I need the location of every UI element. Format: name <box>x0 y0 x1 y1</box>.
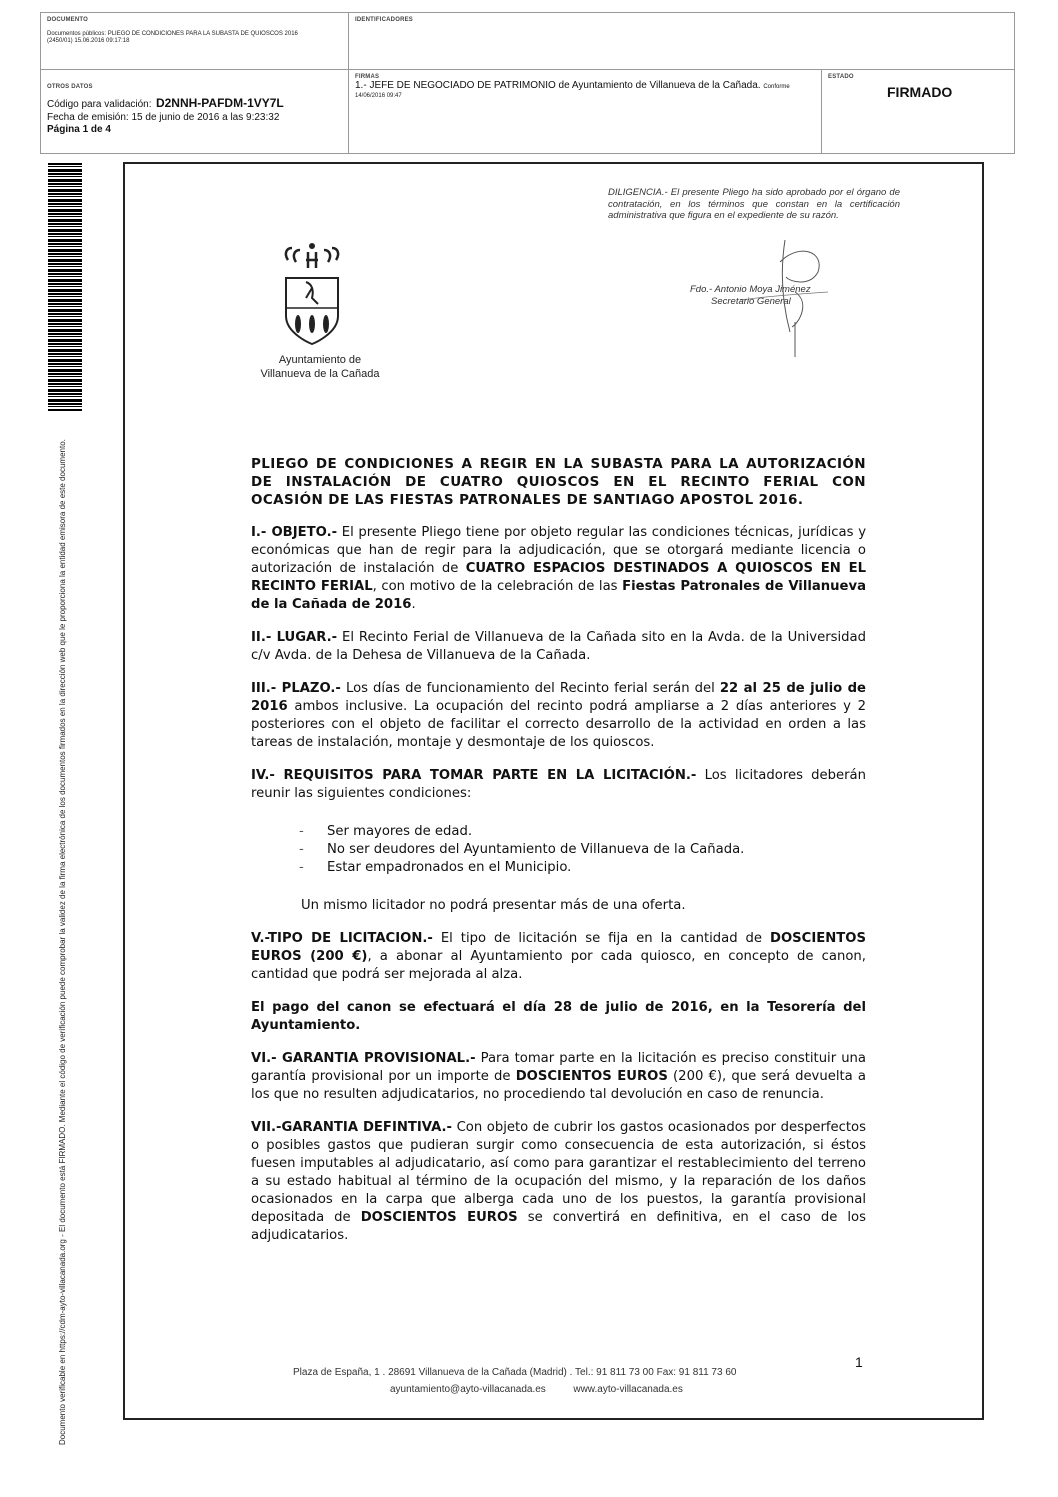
section-text: El tipo de licitación se fija en la cantidad de <box>432 931 770 946</box>
estado-value: FIRMADO <box>887 84 953 100</box>
otros-datos-label: OTROS DATOS <box>47 84 93 90</box>
diligencia-text: DILIGENCIA.- El presente Pliego ha sido aprobado por el órgano de contratación, en los términos que constan en la certificación administrativa que figura en el expediente de su razón. <box>608 187 900 221</box>
estado-cell <box>822 70 1014 153</box>
firma-text: 1.- JEFE DE NEGOCIADO DE PATRIMONIO de Ayuntamiento de Villanueva de la Cañada. <box>355 80 761 91</box>
firma-date: 14/06/2016 09:47 <box>355 93 402 99</box>
section-requisitos <box>251 767 866 803</box>
document-title: PLIEGO DE CONDICIONES A REGIR EN LA SUBASTA PARA LA AUTORIZACIÓN DE INSTALACIÓN DE CUATRO QUIOSCOS EN EL RECINTO FERIAL CON OCASIÓN DE LAS FIESTAS PATRONALES DE SANTIAGO APOSTOL 2016. <box>251 456 866 508</box>
firmas-label: FIRMAS <box>355 74 380 80</box>
section-heading: VI.- GARANTIA PROVISIONAL.- <box>251 1051 476 1066</box>
section-plazo <box>251 680 866 752</box>
section-heading: II.- LUGAR.- <box>251 630 338 645</box>
ayuntamiento-line1: Ayuntamiento de <box>278 354 362 366</box>
section-tipo-licitacion <box>251 930 866 984</box>
section-text: Con objeto de cubrir los gastos ocasionados por desperfectos o posibles gastos que pudieran surgir como consecuencia de esta autorización, si éstos fuesen imputables al adjudicatario, así como para garantizar el restablecimiento del terreno a su estado habitual al término de la ocupación del mismo, y la reparación de los daños ocasionados en la carpa que alberga cada uno de los puestos, la garantía provisional depositada de <box>251 1120 866 1225</box>
document-body <box>251 455 866 1260</box>
section-heading: V.-TIPO DE LICITACION.- <box>251 931 433 946</box>
section-text: Los días de funcionamiento del Recinto ferial serán del <box>340 681 720 696</box>
section-bold: CUATRO ESPACIOS DESTINADOS A QUIOSCOS EN EL RECINTO FERIAL <box>251 561 866 594</box>
firmante-cargo: Secretario General <box>711 296 791 307</box>
section-text: ambos inclusive. La ocupación del recinto podrá ampliarse a 2 días anteriores y 2 posteriores con el objeto de facilitar el correcto desarrollo de la actividad en orden a las tareas de instalación, montaje y desmontaje de los quioscos. <box>251 699 866 750</box>
section-text: Para tomar parte en la licitación es preciso constituir una garantía provisional por un importe de <box>251 1051 866 1084</box>
footer-web[interactable]: www.ayto-villacanada.es <box>573 1384 683 1395</box>
section-text: (200 €), que será devuelta a los que no resulten adjudicatarios, no procediendo tal devolución en caso de renuncia. <box>251 1069 867 1102</box>
barcode-icon <box>48 163 82 411</box>
identificadores-cell <box>349 13 1014 70</box>
requisitos-note: Un mismo licitador no podrá presentar más de una oferta. <box>301 898 686 913</box>
list-item: - No ser deudores del Ayuntamiento de Villanueva de la Cañada. <box>299 841 866 859</box>
documento-label: DOCUMENTO <box>47 17 89 23</box>
section-text: . <box>411 597 416 612</box>
section-garantia-definitiva <box>251 1119 866 1245</box>
section-heading: III.- PLAZO.- <box>251 681 341 696</box>
section-bold: DOSCIENTOS EUROS (200 €) <box>251 931 866 964</box>
page-number: 1 <box>855 1354 863 1370</box>
section-heading: IV.- REQUISITOS PARA TOMAR PARTE EN LA LICITACIÓN.- <box>251 768 697 783</box>
signature-header <box>40 12 1015 154</box>
footer-contact <box>390 1384 683 1395</box>
coat-of-arms-icon <box>278 238 346 346</box>
ayuntamiento-line2: Villanueva de la Cañada <box>260 368 380 380</box>
list-item: - Ser mayores de edad. <box>299 823 866 841</box>
firmante-name: Fdo.- Antonio Moya Jiménez <box>690 284 811 295</box>
section-bold: Fiestas Patronales de Villanueva de la Cañada de 2016 <box>251 579 866 612</box>
section-text: Los licitadores deberán reunir las siguientes condiciones: <box>251 768 866 801</box>
firma-conforme: Conforme <box>763 84 790 90</box>
documento-cell <box>41 13 349 70</box>
side-verification-text: Documento verificable en https://cdm-ayto-villacanada.org - El documento está FIRMADO. Mediante el código de verificación puede comprobar la validez de la firma electrónica de los documentos firmados en la dirección web que le proporciona la entidad emisora de este documento. <box>58 439 67 1445</box>
section-garantia-provisional <box>251 1050 866 1104</box>
section-text: se convertirá en definitiva, en el caso de los adjudicatarios. <box>251 1210 866 1243</box>
section-text: El Recinto Ferial de Villanueva de la Cañada sito en la Avda. de la Universidad c/v Avda. de la Dehesa de Villanueva de la Cañada. <box>251 630 866 663</box>
firmas-cell <box>349 70 822 153</box>
list-item: - Estar empadronados en el Municipio. <box>299 859 866 877</box>
section-bold: 22 al 25 de julio de 2016 <box>251 681 867 714</box>
identificadores-label: IDENTIFICADORES <box>355 17 414 23</box>
requisitos-list <box>251 823 866 877</box>
section-text: El presente Pliego tiene por objeto regular las condiciones técnicas, jurídicas y económicas que han de regir para la adjudicación, que se otorgará mediante licencia o autorización de instalación de <box>251 525 866 576</box>
ayuntamiento-name <box>260 353 380 381</box>
codigo-value: D2NNH-PAFDM-1VY7L <box>155 96 284 110</box>
footer-email[interactable]: ayuntamiento@ayto-villacanada.es <box>390 1384 546 1395</box>
section-heading: I.- OBJETO.- <box>251 525 338 540</box>
otros-datos-cell <box>41 70 349 153</box>
section-heading: VII.-GARANTIA DEFINTIVA.- <box>251 1120 453 1135</box>
section-text: , a abonar al Ayuntamiento por cada quiosco, en concepto de canon, cantidad que podrá ser mejorada al alza. <box>251 949 866 982</box>
section-lugar <box>251 629 866 665</box>
fecha-emision: Fecha de emisión: 15 de junio de 2016 a las 9:23:32 <box>47 112 280 123</box>
section-bold: DOSCIENTOS EUROS <box>515 1069 668 1084</box>
section-bold: DOSCIENTOS EUROS <box>360 1210 518 1225</box>
pagina: Página 1 de 4 <box>47 124 111 135</box>
pago-canon: El pago del canon se efectuará el día 28 de julio de 2016, en la Tesorería del Ayuntamiento. <box>251 1000 866 1033</box>
documento-text: Documentos públicos: PLIEGO DE CONDICIONES PARA LA SUBASTA DE QUIOSCOS 2016 (2450/01) 15.06.2016 09:17:18 <box>47 31 298 44</box>
section-objeto <box>251 524 866 614</box>
section-text: , con motivo de la celebración de las <box>372 579 623 594</box>
footer-address: Plaza de España, 1 . 28691 Villanueva de la Cañada (Madrid) . Tel.: 91 811 73 00 Fax: 91 811 73 60 <box>293 1367 737 1378</box>
estado-label: ESTADO <box>828 74 854 80</box>
codigo-label: Código para validación: <box>47 99 152 110</box>
